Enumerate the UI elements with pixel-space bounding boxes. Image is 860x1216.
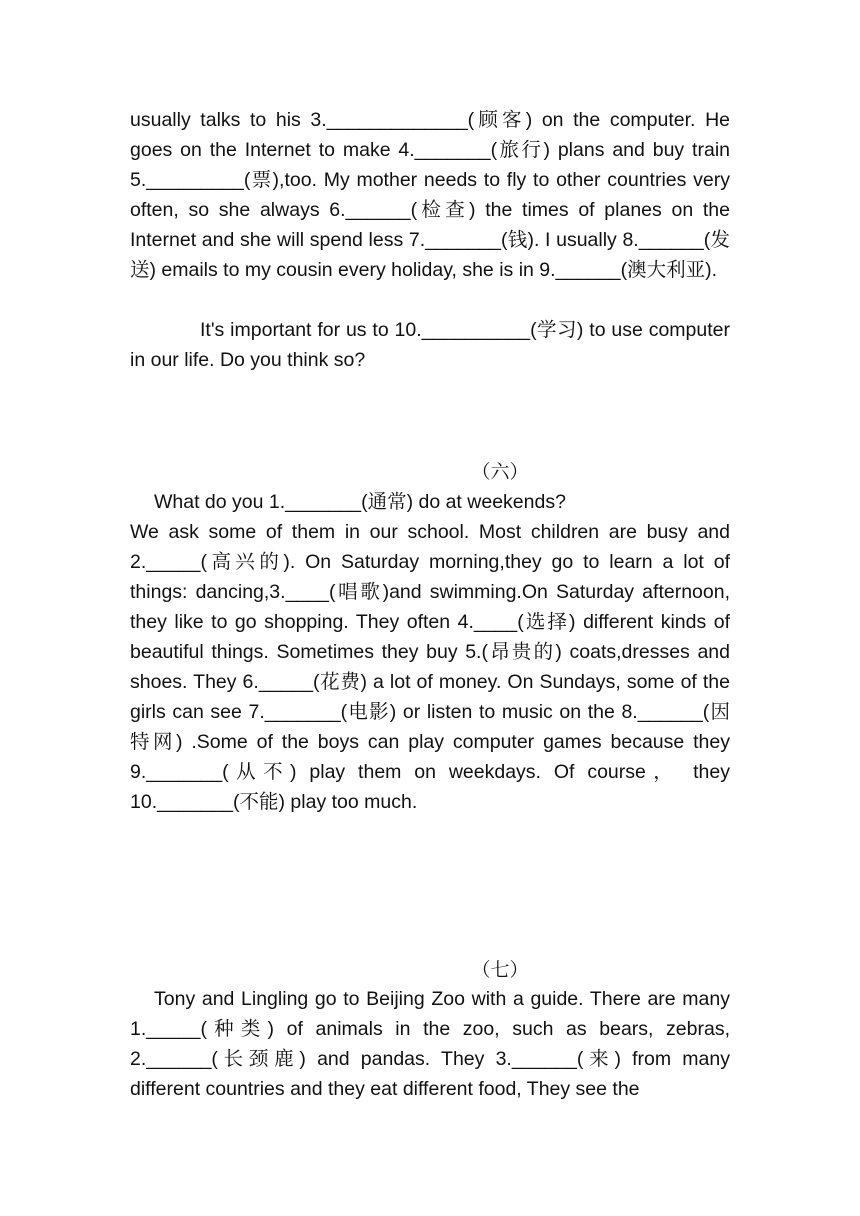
passage-five-continued: usually talks to his 3._____________(顾客) on the computer. He goes on the Internet to make 4._______(旅行) plans and buy train 5._________(票),too. My mother needs to fly to other countries very often, so she always 6.______(检查) the times of planes on the Internet and she will spend less 7._______(钱). I usually 8.______(发送) emails to my cousin every holiday, she is in 9.______(澳大利亚). [130, 109, 730, 281]
passage-six [130, 487, 730, 817]
passage-six-first-line: What do you 1._______(通常) do at weekends? [154, 491, 566, 513]
section-heading-six: （六） [471, 461, 529, 483]
passage-six-body: We ask some of them in our school. Most children are busy and 2._____(高兴的). On Saturday morning,they go to learn a lot of things: dancing,3.____(唱歌)and swimming.On Saturday afternoon, they like to go shopping. They often 4.____(选择) different kinds of beautiful things. Sometimes they buy 5.(昂贵的) coats,dresses and shoes. They 6._____(花费) a lot of money. On Sundays, some of the girls can see 7._______(电影) or listen to music on the 8.______(因特网) .Some of the boys can play computer games because they 9._______(从不) play them on weekdays. Of course， they 10._______(不能) play too much. [130, 521, 730, 813]
section-heading-seven: （七） [471, 959, 529, 981]
passage-seven: Tony and Lingling go to Beijing Zoo with a guide. There are many 1._____(种类) of animals in the zoo, such as bears, zebras, 2.______(长颈鹿) and pandas. They 3.______(来) from many different countries and they eat different food, They see the [130, 988, 730, 1100]
passage-five-closing: It's important for us to 10.__________(学习) to use computer in our life. Do you think so? [130, 319, 730, 371]
